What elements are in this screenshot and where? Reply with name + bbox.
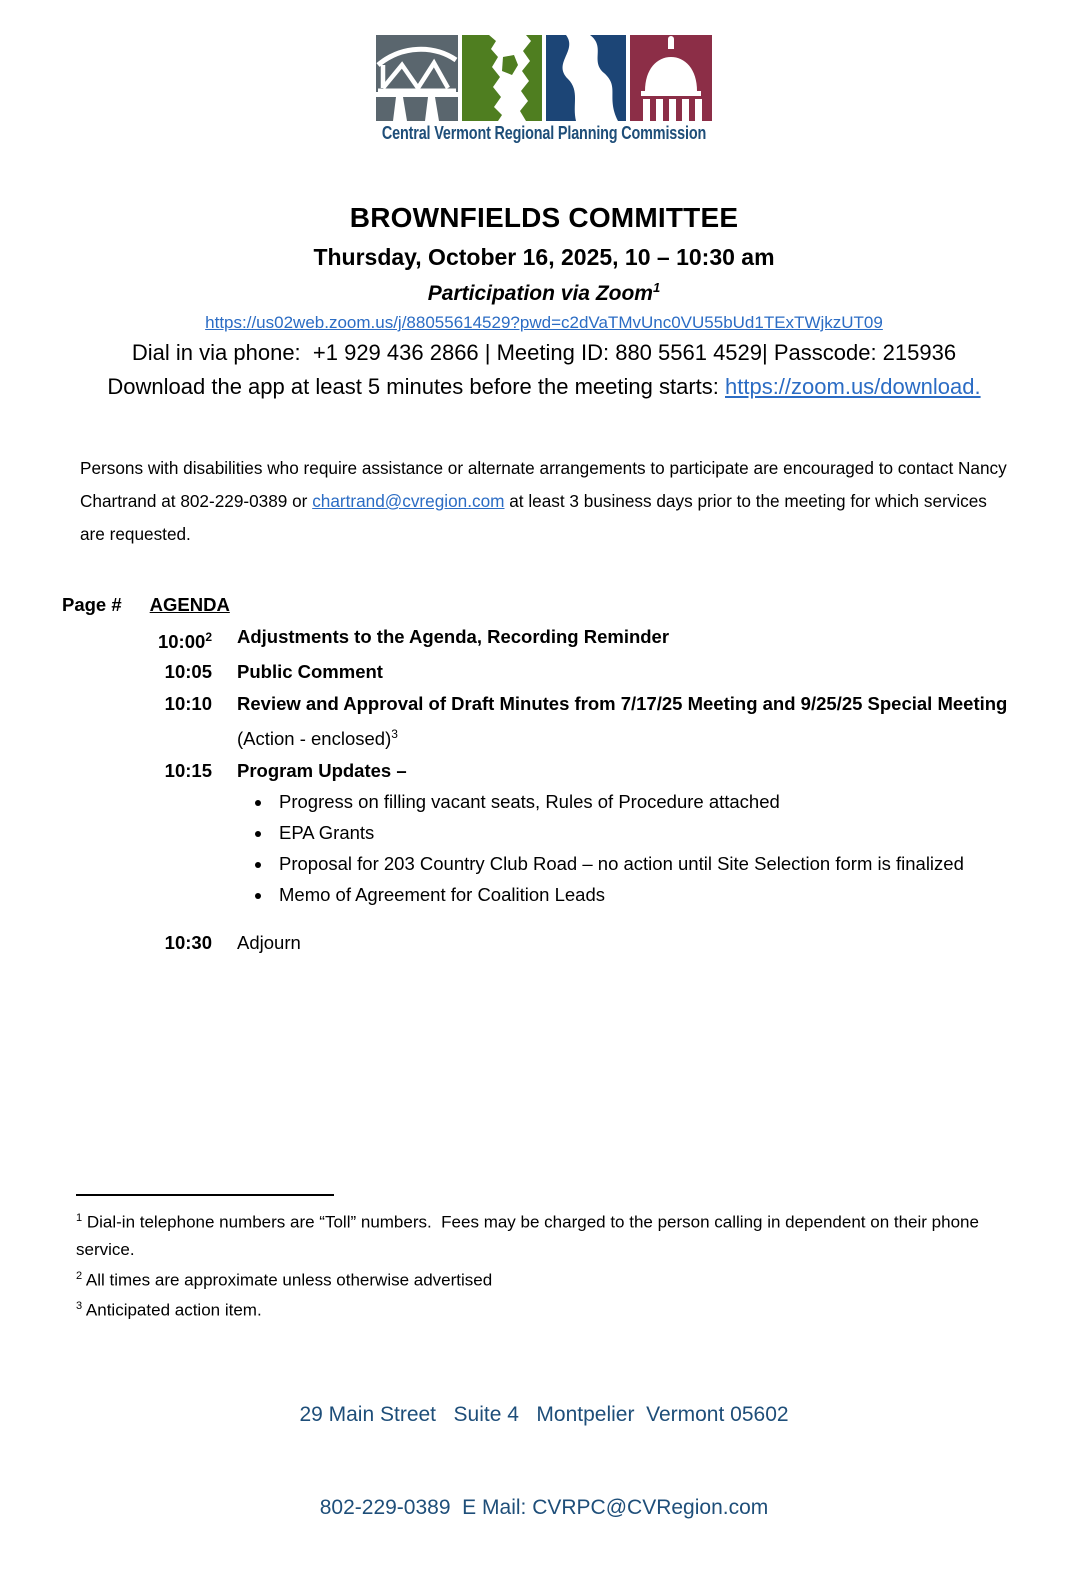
- agenda-item-text: Adjourn: [237, 932, 301, 954]
- agenda-time: $10:00^2$: [157, 630, 212, 653]
- cvrpc-logo: [0, 0, 1088, 144]
- agenda-time: 10:15: [164, 760, 212, 782]
- cvrpc-logo-icon: [376, 35, 712, 121]
- accessibility-paragraph: [80, 452, 1010, 551]
- list-item: • Progress on filling vacant seats, Rules of Procedure attached: [273, 786, 1017, 817]
- accessibility-text-before: Persons with disabilities who require assistance or alternate arrangements to participate are encouraged to contact Nancy Chartrand at 802-229-0389 or: [80, 458, 1012, 511]
- footnote-2: $^2$ All times are approximate unless otherwise advertised: [76, 1269, 493, 1290]
- dial-in-line: Dial in via phone: +1 929 436 2866 | Meeting ID: 880 5561 4529| Passcode: 215936: [131, 340, 957, 365]
- document-footer: [0, 1337, 1088, 1585]
- zoom-link-line: [0, 313, 1088, 333]
- footnote-separator: [76, 1194, 334, 1196]
- page-title: BROWNFIELDS COMMITTEE: [349, 202, 739, 233]
- footnote-1: $^1$ Dial-in telephone numbers are “Toll” numbers. Fees may be charged to the person calling in dependent on their phone service.: [76, 1212, 984, 1259]
- bridge-icon: [376, 35, 458, 121]
- footnotes-section: [76, 1194, 998, 1324]
- participation-line: [0, 280, 1088, 306]
- agenda-item-text: Public Comment: [237, 661, 383, 683]
- agenda-time: 10:10: [164, 693, 212, 715]
- agenda-header-row: [0, 591, 1088, 619]
- agenda-item-text: Review and Approval of Draft Minutes from 7/17/25 Meeting and 9/25/25 Special Meeting (Action - enclosed)$^3$: [237, 693, 1008, 750]
- agenda-item-text: Adjustments to the Agenda, Recording Reminder: [237, 626, 670, 647]
- river-icon: [546, 35, 626, 121]
- accessibility-text-after: at least 3 business days prior to the meeting for which services are requested.: [80, 491, 992, 544]
- footnote-ref-1: 1: [652, 280, 661, 295]
- footer-contact: 802-229-0389 E Mail: CVRPC@CVRegion.com: [319, 1496, 769, 1519]
- zoom-download-link[interactable]: https://zoom.us/download.: [725, 374, 981, 399]
- agenda-item-public-comment: [0, 657, 1088, 687]
- logo-org-name: Central Vermont Regional Planning Commission: [381, 123, 707, 143]
- download-text: Download the app at least 5 minutes before the meeting starts:: [107, 374, 725, 399]
- participation-text: Participation via Zoom: [427, 282, 653, 305]
- list-item: • Memo of Agreement for Coalition Leads: [273, 879, 1017, 910]
- meeting-datetime: Thursday, October 16, 2025, 10 – 10:30 am: [313, 244, 775, 270]
- list-item: • EPA Grants: [273, 817, 1017, 848]
- agenda-item-adjourn: [0, 928, 1088, 958]
- agenda-time: 10:30: [164, 932, 212, 954]
- agenda-section: [0, 591, 1088, 958]
- agenda-heading: AGENDA: [149, 594, 230, 615]
- agenda-item-program-updates: [0, 756, 1088, 910]
- list-item: • Proposal for 203 Country Club Road – no action until Site Selection form is finalized: [273, 848, 1017, 879]
- agenda-item-text: Program Updates – • Progress on filling vacant seats, Rules of Procedure attached • EPA Grants • Proposal for 203 Country Club Road – no action until Site Selection form is finalized • Memo of Agreement for Coalition Leads: [237, 756, 1017, 910]
- capitol-dome-icon: [630, 35, 712, 121]
- program-updates-list: [237, 786, 1017, 910]
- footnote-3: $^3$ Anticipated action item.: [76, 1300, 262, 1320]
- footnote-ref-2: 2: [205, 630, 212, 644]
- zoom-meeting-link[interactable]: https://us02web.zoom.us/j/88055614529?pwd=c2dVaTMvUnc0VU55bUd1TExTWjkzUT09: [205, 313, 883, 332]
- vermont-state-icon: [462, 35, 542, 121]
- download-line: [0, 374, 1088, 400]
- agenda-item-adjustments: [0, 622, 1088, 657]
- contact-email-link[interactable]: chartrand@cvregion.com: [312, 491, 505, 511]
- footer-address: 29 Main Street Suite 4 Montpelier Vermont 05602: [299, 1403, 789, 1426]
- page-number-label: Page #: [62, 594, 122, 615]
- footnote-ref-3: 3: [391, 727, 398, 742]
- agenda-item-minutes: [0, 689, 1088, 754]
- agenda-time: 10:05: [164, 661, 212, 683]
